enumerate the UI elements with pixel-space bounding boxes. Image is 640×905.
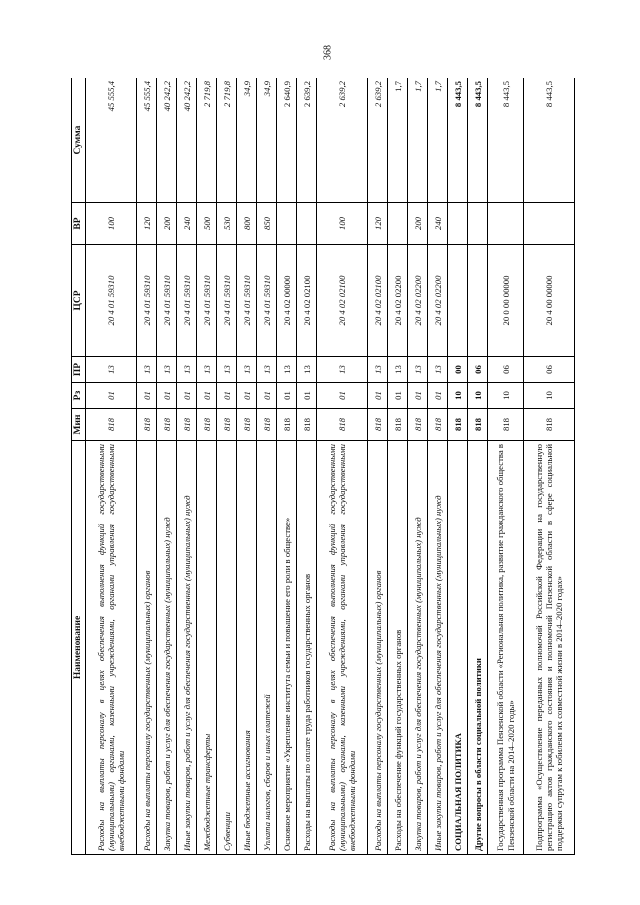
header-row [72, 78, 86, 855]
cell-vr [488, 203, 524, 245]
cell-pr: 13 [277, 357, 297, 383]
cell-name: Иные закупки товаров, работ и услуг для обеспечения государственных (муниципальных) нужд [428, 441, 448, 855]
cell-sum: 40 242,2 [177, 78, 197, 203]
cell-vr: 800 [237, 203, 257, 245]
cell-min: 818 [408, 409, 428, 441]
cell-pr: 13 [197, 357, 217, 383]
cell-csr: 20 4 01 59310 [257, 245, 277, 357]
budget-table [71, 78, 575, 855]
cell-min: 818 [177, 409, 197, 441]
header-min: Мин [72, 409, 86, 441]
cell-csr: 20 4 01 59310 [86, 245, 137, 357]
cell-name: Закупка товаров, работ и услуг для обеспечения государственных (муниципальных) нужд [157, 441, 177, 855]
cell-pr: 13 [217, 357, 237, 383]
header-vr: ВР [72, 203, 86, 245]
cell-rz: 01 [277, 383, 297, 409]
table-row [177, 78, 197, 855]
cell-pr: 13 [177, 357, 197, 383]
cell-vr: 120 [137, 203, 157, 245]
cell-sum: 8 443,5 [468, 78, 488, 203]
header-sum: Сумма [72, 78, 86, 203]
table-row [448, 78, 468, 855]
cell-rz: 01 [237, 383, 257, 409]
cell-min: 818 [317, 409, 368, 441]
cell-vr [448, 203, 468, 245]
cell-sum: 2 719,8 [217, 78, 237, 203]
rotated-page [71, 78, 575, 855]
cell-rz: 01 [368, 383, 388, 409]
table-row [137, 78, 157, 855]
cell-csr: 20 4 02 00000 [277, 245, 297, 357]
cell-sum: 34,9 [237, 78, 257, 203]
cell-pr: 13 [86, 357, 137, 383]
cell-vr: 100 [317, 203, 368, 245]
table-body [86, 78, 575, 855]
cell-name: Уплата налогов, сборов и иных платежей [257, 441, 277, 855]
cell-name: Расходы на выплаты персоналу в целях обеспечения выполнения функций государственными (муниципальными) органами, казенными учреждениями, органами управления государственными внебюджетными фондами [86, 441, 137, 855]
cell-name: Государственная программа Пензенской области «Региональная политика, развитие гражданского общества в Пензенской области на 2014–2020 годы» [488, 441, 524, 855]
cell-rz: 01 [197, 383, 217, 409]
cell-name: Расходы на выплаты по оплате труда работников государственных органов [297, 441, 317, 855]
cell-min: 818 [237, 409, 257, 441]
cell-csr: 20 4 02 02200 [388, 245, 408, 357]
cell-vr: 120 [368, 203, 388, 245]
cell-vr [297, 203, 317, 245]
cell-pr: 13 [408, 357, 428, 383]
cell-vr: 200 [408, 203, 428, 245]
cell-rz: 01 [86, 383, 137, 409]
cell-csr: 20 4 02 02100 [297, 245, 317, 357]
cell-rz: 01 [317, 383, 368, 409]
header-csr: ЦСР [72, 245, 86, 357]
cell-vr: 530 [217, 203, 237, 245]
cell-name: Расходы на обеспечение функций государственных органов [388, 441, 408, 855]
table-row [277, 78, 297, 855]
table-row [408, 78, 428, 855]
cell-rz: 10 [488, 383, 524, 409]
cell-min: 818 [86, 409, 137, 441]
cell-min: 818 [157, 409, 177, 441]
cell-csr: 20 4 02 02200 [428, 245, 448, 357]
table-row [197, 78, 217, 855]
cell-pr: 13 [428, 357, 448, 383]
cell-pr: 06 [488, 357, 524, 383]
table-row [428, 78, 448, 855]
cell-sum: 45 555,4 [86, 78, 137, 203]
table-row [86, 78, 137, 855]
cell-name: Иные бюджетные ассигнования [237, 441, 257, 855]
header-name: Наименование [72, 441, 86, 855]
cell-csr [468, 245, 488, 357]
table-row [257, 78, 277, 855]
cell-csr: 20 4 02 02100 [317, 245, 368, 357]
cell-sum: 2 639,2 [368, 78, 388, 203]
cell-pr: 13 [368, 357, 388, 383]
cell-vr: 240 [428, 203, 448, 245]
cell-sum: 40 242,2 [157, 78, 177, 203]
cell-name: Другие вопросы в области социальной политики [468, 441, 488, 855]
cell-vr: 240 [177, 203, 197, 245]
cell-pr: 00 [448, 357, 468, 383]
cell-min: 818 [448, 409, 468, 441]
cell-pr: 13 [137, 357, 157, 383]
cell-csr: 20 4 01 59310 [217, 245, 237, 357]
cell-pr: 13 [297, 357, 317, 383]
cell-name: Подпрограмма «Осуществление переданных полномочий Российской Федерации на государственную регистрацию актов гражданского состояния и полномочий Пензенской области в сфере социальной поддержки супругам к юбилеям их совместной жизни в 2014–2020 годах» [523, 441, 574, 855]
cell-rz: 01 [257, 383, 277, 409]
cell-min: 818 [257, 409, 277, 441]
cell-sum: 2 639,2 [317, 78, 368, 203]
cell-sum: 8 443,5 [448, 78, 468, 203]
cell-sum: 34,9 [257, 78, 277, 203]
table-row [157, 78, 177, 855]
cell-name: Расходы на выплаты персоналу государственных (муниципальных) органов [368, 441, 388, 855]
cell-pr: 13 [157, 357, 177, 383]
cell-csr: 20 4 02 02100 [368, 245, 388, 357]
cell-rz: 01 [137, 383, 157, 409]
table-row [488, 78, 524, 855]
table-row [468, 78, 488, 855]
cell-min: 818 [217, 409, 237, 441]
cell-rz: 01 [388, 383, 408, 409]
cell-rz: 10 [523, 383, 574, 409]
cell-name: Межбюджетные трансферты [197, 441, 217, 855]
cell-sum: 2 719,8 [197, 78, 217, 203]
cell-rz: 01 [408, 383, 428, 409]
table-row [217, 78, 237, 855]
table-row [297, 78, 317, 855]
cell-csr: 20 0 00 00000 [488, 245, 524, 357]
cell-name: Субвенции [217, 441, 237, 855]
table-row [523, 78, 574, 855]
cell-name: Расходы на выплаты персоналу в целях обеспечения выполнения функций государственными (муниципальными) органами, казенными учреждениями, органами управления государственными внебюджетными фондами [317, 441, 368, 855]
cell-name: Иные закупки товаров, работ и услуг для обеспечения государственных (муниципальных) нужд [177, 441, 197, 855]
cell-sum: 45 555,4 [137, 78, 157, 203]
cell-vr: 850 [257, 203, 277, 245]
table-container [71, 78, 575, 855]
cell-csr: 20 4 02 02200 [408, 245, 428, 357]
cell-vr [277, 203, 297, 245]
cell-min: 818 [488, 409, 524, 441]
cell-name: Основное мероприятие «Укрепление института семьи и повышение его роли в обществе» [277, 441, 297, 855]
cell-vr [468, 203, 488, 245]
cell-vr: 100 [86, 203, 137, 245]
cell-min: 818 [468, 409, 488, 441]
table-row [237, 78, 257, 855]
cell-vr: 500 [197, 203, 217, 245]
cell-vr [523, 203, 574, 245]
cell-sum: 1,7 [428, 78, 448, 203]
cell-sum: 8 443,5 [523, 78, 574, 203]
table-row [388, 78, 408, 855]
cell-csr: 20 4 01 59310 [237, 245, 257, 357]
table-row [368, 78, 388, 855]
cell-rz: 01 [428, 383, 448, 409]
cell-rz: 01 [297, 383, 317, 409]
cell-csr: 20 4 01 59310 [137, 245, 157, 357]
cell-sum: 2 640,9 [277, 78, 297, 203]
cell-name: СОЦИАЛЬНАЯ ПОЛИТИКА [448, 441, 468, 855]
header-pr: ПР [72, 357, 86, 383]
cell-sum: 1,7 [408, 78, 428, 203]
cell-min: 818 [197, 409, 217, 441]
cell-pr: 13 [317, 357, 368, 383]
cell-csr: 20 4 00 00000 [523, 245, 574, 357]
header-rz: Рз [72, 383, 86, 409]
cell-name: Расходы на выплаты персоналу государственных (муниципальных) органов [137, 441, 157, 855]
cell-csr: 20 4 01 59310 [197, 245, 217, 357]
cell-vr [388, 203, 408, 245]
cell-sum: 1,7 [388, 78, 408, 203]
cell-rz: 01 [177, 383, 197, 409]
cell-csr [448, 245, 468, 357]
table-row [317, 78, 368, 855]
cell-pr: 13 [257, 357, 277, 383]
page-number: 368 [322, 45, 334, 60]
cell-rz: 01 [217, 383, 237, 409]
cell-csr: 20 4 01 59310 [177, 245, 197, 357]
cell-rz: 10 [448, 383, 468, 409]
cell-min: 818 [523, 409, 574, 441]
cell-vr: 200 [157, 203, 177, 245]
cell-min: 818 [368, 409, 388, 441]
cell-rz: 10 [468, 383, 488, 409]
cell-pr: 06 [523, 357, 574, 383]
cell-min: 818 [137, 409, 157, 441]
cell-sum: 2 639,2 [297, 78, 317, 203]
cell-sum: 8 443,5 [488, 78, 524, 203]
cell-min: 818 [388, 409, 408, 441]
cell-rz: 01 [157, 383, 177, 409]
cell-pr: 13 [237, 357, 257, 383]
cell-pr: 13 [388, 357, 408, 383]
cell-csr: 20 4 01 59310 [157, 245, 177, 357]
cell-min: 818 [297, 409, 317, 441]
cell-min: 818 [428, 409, 448, 441]
cell-min: 818 [277, 409, 297, 441]
cell-pr: 06 [468, 357, 488, 383]
cell-name: Закупка товаров, работ и услуг для обеспечения государственных (муниципальных) нужд [408, 441, 428, 855]
